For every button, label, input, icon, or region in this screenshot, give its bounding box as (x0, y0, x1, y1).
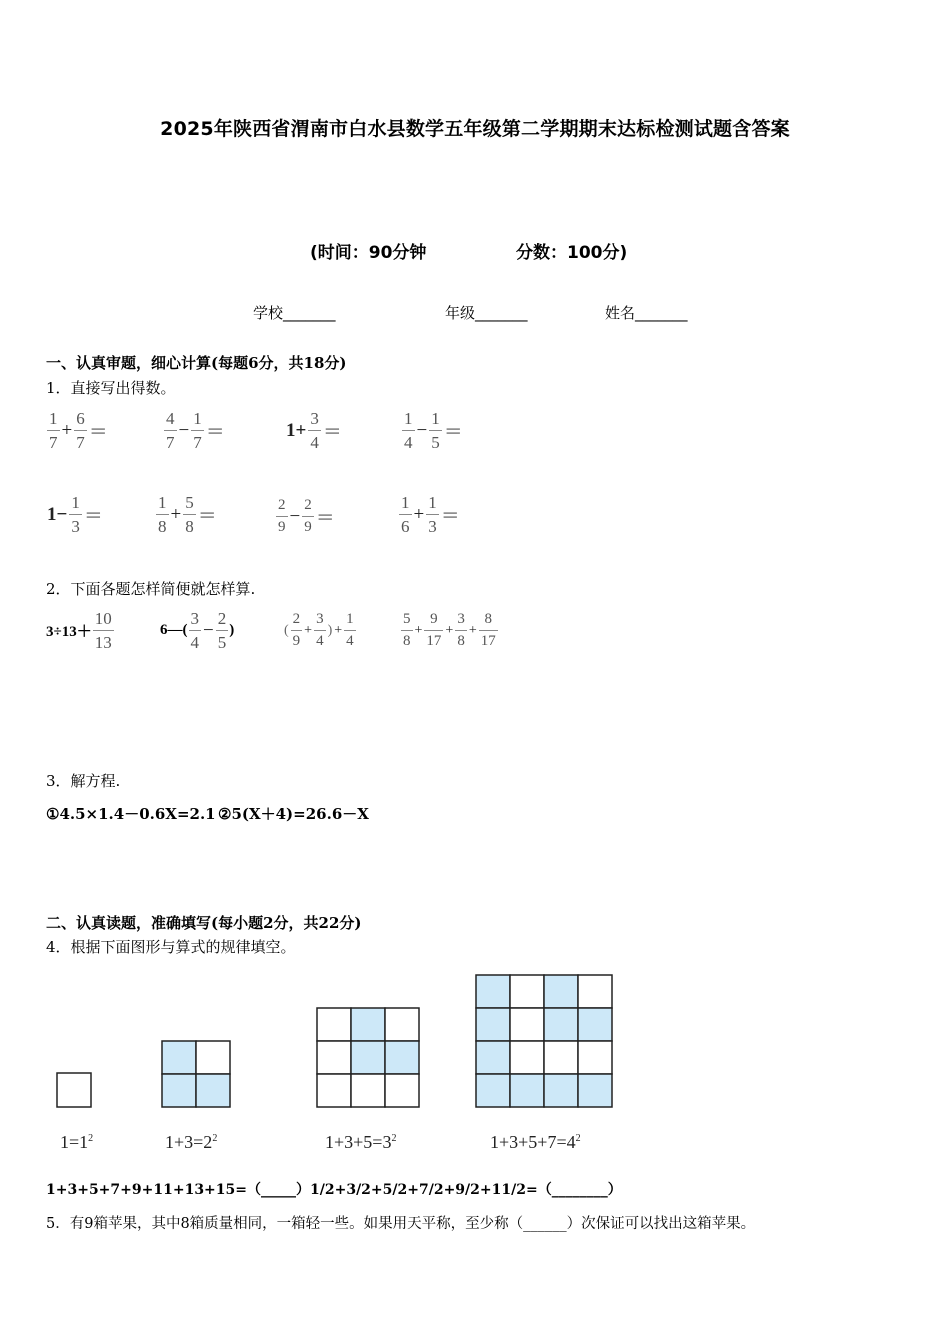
school-field: 学校_______ (253, 304, 336, 322)
q1-expr-8: $\frac{1}{6}$ + $\frac{1}{3}$ ＝ (401, 493, 460, 536)
section-1-heading: 一、认真审题，细心计算(每题6分，共18分) (46, 354, 347, 372)
q1-expr-4: $\frac{1}{4}$ − $\frac{1}{5}$ ＝ (404, 409, 463, 452)
q1-expr-6: $\frac{1}{8}$ + $\frac{5}{8}$ ＝ (158, 493, 217, 536)
question-4-label: 4．根据下面图形与算式的规律填空。 (46, 938, 296, 956)
grade-field: 年级_______ (445, 304, 528, 322)
formula-3: $1+3+5=3^2$ (325, 1132, 397, 1152)
fraction: $\frac{1}{7}$ (49, 409, 58, 452)
exam-score: 分数：100分) (516, 243, 628, 263)
question-1-label: 1．直接写出得数。 (46, 379, 176, 397)
question-3-label: 3．解方程. (46, 772, 121, 790)
question-4-fill-blanks: 1+3+5+7+9+11+13+15=（_____）1/2+3/2+5/2+7/2+9/2+11/2=（________） (46, 1182, 622, 1198)
q1-expr-5: 1− $\frac{1}{3}$ ＝ (47, 493, 103, 536)
section-2-heading: 二、认真读题，准确填写(每小题2分，共22分) (46, 914, 362, 932)
q1-expr-2: $\frac{4}{7}$ − $\frac{1}{7}$ ＝ (166, 409, 225, 452)
grid-4x4 (476, 975, 612, 1107)
name-field: 姓名_______ (605, 304, 688, 322)
formula-1: $1=1^2$ (60, 1132, 94, 1152)
fraction: $\frac{6}{7}$ (76, 409, 85, 452)
grid-3x3 (317, 1008, 419, 1107)
q1-expr-1: $\frac{1}{7}$ + $\frac{6}{7}$ ＝ (49, 409, 108, 452)
question-2-label: 2．下面各题怎样简便就怎样算. (46, 580, 256, 598)
q2-expr-3: ( $\frac{2}{9}$ + $\frac{3}{4}$ ) + $\frac{1}{4}$ (284, 611, 354, 649)
formula-2: $1+3=2^2$ (165, 1132, 218, 1152)
grid-2x2 (162, 1041, 230, 1107)
q1-expr-3: 1+ $\frac{3}{4}$ ＝ (286, 409, 342, 452)
q1-expr-7: $\frac{2}{9}$ − $\frac{2}{9}$ ＝ (278, 497, 335, 535)
equation-2: ②5(X＋4)=26.6－X (218, 805, 369, 823)
q2-expr-4: $\frac{5}{8}$ + $\frac{9}{17}$ + $\frac{3}{8}$ + $\frac{8}{17}$ (403, 611, 496, 649)
q2-expr-2: 6—( $\frac{3}{4}$ − $\frac{2}{5}$ ) (160, 609, 235, 652)
formula-4: $1+3+5+7=4^2$ (490, 1132, 581, 1152)
q2-expr-1: 3÷13＋ $\frac{10}{13}$ (46, 609, 112, 652)
exam-time: (时间：90分钟 (310, 243, 427, 263)
grid-1x1 (57, 1073, 91, 1107)
question-5: 5．有9箱苹果，其中8箱质量相同，一箱轻一些。如果用天平称，至少称（______）次保证可以找出这箱苹果。 (46, 1216, 756, 1232)
page-title: 2025年陕西省渭南市白水县数学五年级第二学期期末达标检测试题含答案 (160, 118, 790, 140)
equation-1: ①4.5×1.4－0.6X=2.1 (46, 805, 216, 823)
square-pattern-figures (40, 965, 630, 1120)
